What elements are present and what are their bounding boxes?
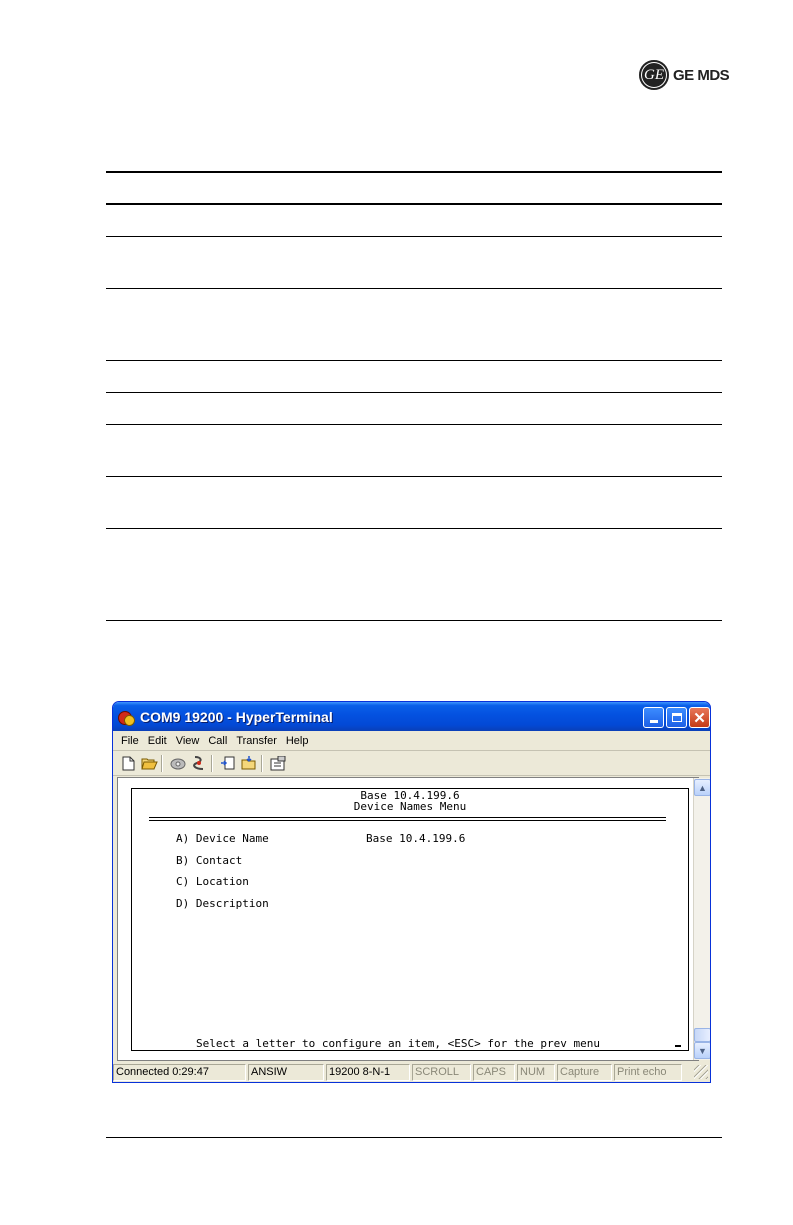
dial-phone-icon[interactable]: [169, 754, 187, 772]
menu-item-label: B) Contact: [176, 854, 243, 867]
menu-help[interactable]: Help: [285, 734, 309, 747]
table-rule: [106, 360, 722, 361]
vertical-scrollbar[interactable]: [693, 778, 711, 1060]
status-scroll: SCROLL: [412, 1064, 471, 1081]
terminal-double-rule: [149, 817, 666, 821]
disconnect-icon[interactable]: [190, 754, 208, 772]
maximize-icon: [672, 713, 682, 722]
table-rule: [106, 424, 722, 425]
minimize-button[interactable]: [643, 707, 664, 728]
terminal-area[interactable]: [117, 777, 707, 1061]
status-caps: CAPS: [473, 1064, 515, 1081]
table-rule: [106, 476, 722, 477]
hyperterminal-phone-icon[interactable]: [118, 709, 134, 725]
menu-item-label: D) Description: [176, 897, 269, 910]
page-footer-rule: [106, 1137, 722, 1138]
status-capture: Capture: [557, 1064, 612, 1081]
table-rule: [106, 288, 722, 289]
menu-bar: [113, 731, 710, 751]
table-rule-bottom: [106, 620, 722, 621]
close-icon: ✕: [693, 709, 706, 727]
ge-seal-icon: GE: [639, 60, 669, 90]
terminal-screen[interactable]: [131, 788, 689, 1051]
toolbar: [113, 751, 710, 776]
status-connected: Connected 0:29:47: [113, 1064, 246, 1081]
close-button[interactable]: [689, 707, 710, 728]
hyperterminal-window: [112, 701, 711, 1083]
scroll-thumb[interactable]: [694, 1028, 711, 1042]
minimize-icon: [650, 720, 658, 723]
chevron-down-icon: ▼: [698, 1045, 707, 1056]
menu-item-value: Base 10.4.199.6: [366, 832, 466, 845]
table-rule: [106, 236, 722, 237]
terminal-header-line2: Device Names Menu: [353, 800, 467, 813]
terminal-footer-prompt: Select a letter to configure an item, <ESC> for the prev menu: [196, 1037, 600, 1050]
menu-item-label: C) Location: [176, 875, 249, 888]
table-rule: [106, 392, 722, 393]
status-emulation: ANSIW: [248, 1064, 324, 1081]
table-rule: [106, 528, 722, 529]
status-num: NUM: [517, 1064, 555, 1081]
maximize-button[interactable]: [666, 707, 687, 728]
table-rule-top: [106, 171, 722, 173]
terminal-header-line1: Base 10.4.199.6: [360, 789, 460, 802]
ge-mds-logo: [639, 60, 729, 90]
send-file-icon[interactable]: [219, 754, 237, 772]
menu-call[interactable]: Call: [208, 734, 228, 747]
table-rule: [106, 203, 722, 205]
text-cursor: [675, 1045, 681, 1047]
properties-icon[interactable]: [269, 754, 287, 772]
logo-text: GE MDS: [673, 66, 730, 84]
status-bar: [113, 1062, 710, 1082]
scroll-down-button[interactable]: [694, 1042, 711, 1059]
menu-transfer[interactable]: Transfer: [236, 734, 277, 747]
receive-file-icon[interactable]: [240, 754, 258, 772]
status-settings: 19200 8-N-1: [326, 1064, 410, 1081]
title-bar[interactable]: [113, 702, 710, 731]
menu-file[interactable]: File: [121, 734, 139, 747]
new-file-icon[interactable]: [119, 754, 137, 772]
menu-edit[interactable]: Edit: [147, 734, 167, 747]
chevron-up-icon: ▲: [698, 782, 707, 793]
open-folder-icon[interactable]: [140, 754, 158, 772]
window-title: COM9 19200 - HyperTerminal: [140, 708, 333, 725]
menu-item-label: A) Device Name: [176, 832, 269, 845]
scroll-up-button[interactable]: [694, 779, 711, 796]
resize-grip-icon[interactable]: [694, 1065, 708, 1079]
menu-view[interactable]: View: [175, 734, 200, 747]
status-print-echo: Print echo: [614, 1064, 682, 1081]
